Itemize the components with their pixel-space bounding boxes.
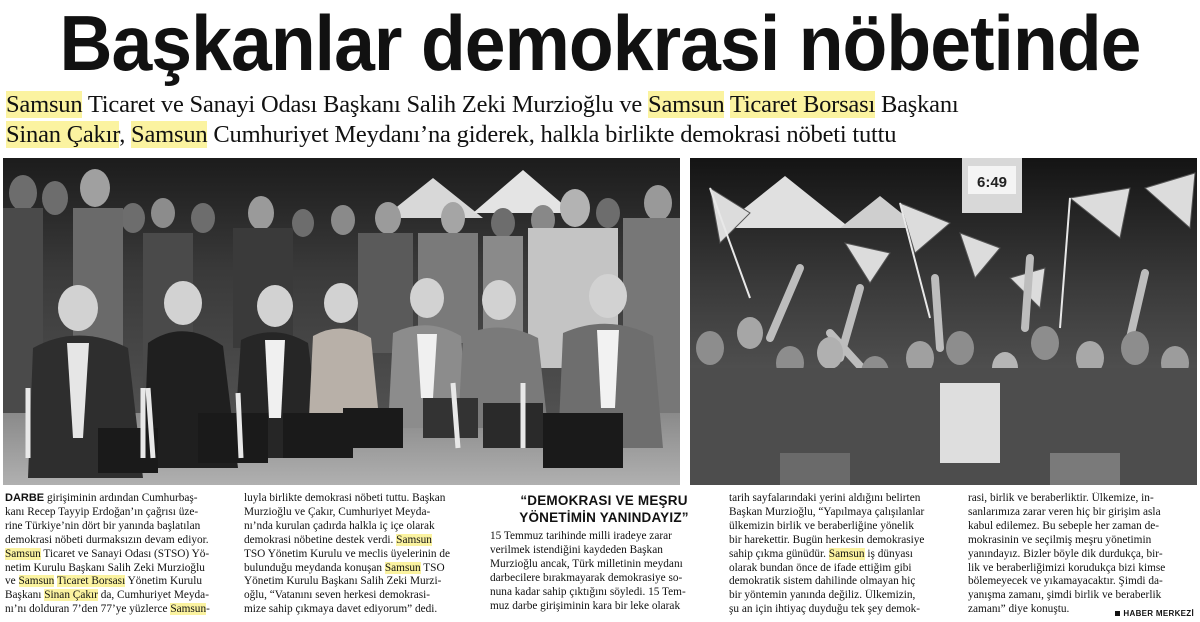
text-line xyxy=(729,506,957,520)
article-column-1 xyxy=(5,492,233,620)
highlighted-text: Samsun xyxy=(396,533,432,546)
text-line xyxy=(968,562,1198,576)
text-line xyxy=(244,506,478,520)
text-run: bölemeyecek ve yıkamayacaktır. Şimdi da- xyxy=(968,575,1163,588)
text-run: şu an için ihtiyaç duyduğu tek şey demok- xyxy=(729,603,921,616)
text-line xyxy=(244,534,478,548)
highlighted-text: Sinan Çakır xyxy=(44,589,98,602)
text-line xyxy=(5,603,233,617)
text-run: Başkanı xyxy=(875,91,959,118)
highlighted-text: Samsun xyxy=(5,547,41,560)
text-line xyxy=(244,603,478,617)
highlighted-text: Samsun xyxy=(131,121,208,148)
text-line xyxy=(490,530,718,544)
text-run: verilmek istendiğini kaydeden Başkan xyxy=(490,543,663,556)
highlighted-text: Samsun xyxy=(18,575,55,588)
photo-crowd-flags xyxy=(690,158,1197,485)
text-run: bir yöntemin yanında değiliz. Ülkemizin, xyxy=(729,589,916,602)
text-run: girişiminin ardından Cumhurbaş- xyxy=(44,492,198,504)
text-run: - xyxy=(206,603,210,616)
text-line xyxy=(968,575,1198,589)
text-line xyxy=(244,520,478,534)
text-run: bulunduğu meydanda konuşan xyxy=(244,561,385,574)
text-line xyxy=(729,575,957,589)
text-run: zamanı” diye konuştu. xyxy=(968,603,1070,616)
text-line xyxy=(5,492,233,506)
square-bullet-icon xyxy=(1115,611,1120,616)
article-column-4 xyxy=(729,492,957,620)
clock-readout: 6:49 xyxy=(976,174,1008,191)
text-run: demokrasi nöbetine destek verdi. xyxy=(244,533,397,546)
text-run: TSO xyxy=(420,561,445,574)
highlighted-text: Sinan Çakır xyxy=(6,121,120,148)
deck-line-2 xyxy=(6,120,1196,150)
text-run: Ticaret ve Sanayi Odası Başkanı Salih Zeki Murzioğlu ve xyxy=(82,91,649,118)
article-column-3-text xyxy=(490,530,718,613)
lead-in-text: DARBE xyxy=(5,492,45,504)
text-run: luyla birlikte demokrasi nöbeti tuttu. Başkan xyxy=(244,492,446,504)
text-run: muz darbe girişiminin kara bir leke olarak xyxy=(490,599,681,612)
text-run: da, Cumhuriyet Meyda- xyxy=(97,589,209,602)
text-line xyxy=(968,506,1198,520)
text-run: darbecilere bırakmayarak demokrasiye so- xyxy=(490,571,683,584)
text-run: , xyxy=(119,121,132,148)
text-run: ülkemizin birlik ve beraberliğine yönelik xyxy=(729,519,915,532)
text-line xyxy=(729,589,957,603)
text-run: sahip çıkma günüdür. xyxy=(729,547,829,560)
article-column-3 xyxy=(490,492,718,620)
text-line xyxy=(968,520,1198,534)
text-run: nı’nı dolduran 7’den 77’ye yüzlerce xyxy=(5,603,171,616)
text-run: nuna kadar sahip çıktığını söyledi. 15 Tem- xyxy=(490,585,686,598)
text-line xyxy=(5,534,233,548)
text-run: demokratik sistem dahilinde olmayan hiç xyxy=(729,575,916,588)
text-run: kabul edilemez. Bu sebeple her zaman de- xyxy=(968,519,1160,532)
text-run: rasi, birlik ve beraberliktir. Ülkemize, in- xyxy=(968,492,1154,504)
text-line xyxy=(244,575,478,589)
text-line xyxy=(729,534,957,548)
text-line xyxy=(968,492,1198,506)
text-line xyxy=(490,558,718,572)
text-run: Cumhuriyet Meydanı’na giderek, halkla birlikte demokrasi nöbeti tuttu xyxy=(207,121,897,148)
article-column-2 xyxy=(244,492,478,620)
text-line xyxy=(244,589,478,603)
text-run: oğlu, “Vatanını seven herkesi demokrasi- xyxy=(244,589,431,602)
agency-credit-label: HABER MERKEZİ xyxy=(1123,609,1194,618)
text-line xyxy=(968,548,1198,562)
text-line xyxy=(490,544,718,558)
highlighted-text: Ticaret Borsası xyxy=(729,91,876,118)
text-run: tarih sayfalarındaki yerini aldığını belirten xyxy=(729,492,921,504)
agency-credit xyxy=(1115,609,1194,618)
text-run: Yönetim Kurulu xyxy=(125,575,202,588)
text-run: Yönetim Kurulu Başkanı Salih Zeki Murzi- xyxy=(244,575,442,588)
highlighted-text: Samsun xyxy=(6,91,83,118)
text-run: bir harekettir. Bugün herkesin demokrasiye xyxy=(729,533,925,546)
text-run: mokrasinin ve seçilmiş meşru yönetimin xyxy=(968,533,1152,546)
text-run: sanlarımıza zarar veren hiç bir girişim asla xyxy=(968,505,1161,518)
text-run: iş dünyası xyxy=(864,547,913,560)
article-column-5 xyxy=(968,492,1198,620)
text-line xyxy=(490,572,718,586)
text-run: netim Kurulu Başkanı Salih Zeki Murzioğlu xyxy=(5,561,205,574)
text-run: Başkanı xyxy=(5,589,45,602)
text-line xyxy=(5,589,233,603)
text-run: ve xyxy=(5,575,19,588)
text-line xyxy=(244,492,478,506)
text-line xyxy=(244,562,478,576)
highlighted-text: Samsun xyxy=(828,547,865,560)
text-run: demokrasi nöbeti durmaksızın devam ediyor. xyxy=(5,533,209,546)
highlighted-text: Ticaret Borsası xyxy=(56,575,126,588)
text-run: Ticaret ve Sanayi Odası (STSO) Yö- xyxy=(40,547,210,560)
text-run: nı’nda kurulan çadırda halkla iç içe olarak xyxy=(244,519,435,532)
text-line xyxy=(729,603,957,617)
text-run: lik ve beraberliğimizi korudukça bizi kimse xyxy=(968,561,1166,574)
text-line xyxy=(5,520,233,534)
text-line xyxy=(244,548,478,562)
text-run: TSO Yönetim Kurulu ve meclis üyelerinin de xyxy=(244,547,451,560)
text-run: olarak bundan önce de ifade ettiğim gibi xyxy=(729,561,912,574)
text-run: yanındayız. Bizler böyle dik durdukça, bir- xyxy=(968,547,1163,560)
text-line xyxy=(5,575,233,589)
photo-officials-seated xyxy=(3,158,680,485)
deck xyxy=(6,90,1196,150)
subheading-line-1: “DEMOKRASI VE MEŞRU xyxy=(520,493,688,508)
highlighted-text: Samsun xyxy=(648,91,725,118)
text-line xyxy=(729,520,957,534)
text-line xyxy=(5,562,233,576)
text-run: rine Türkiye’nin dört bir yanında başlatılan xyxy=(5,519,201,532)
deck-line-1 xyxy=(6,90,1196,120)
headline: Başkanlar demokrasi nöbetinde xyxy=(59,0,1141,87)
text-line xyxy=(968,534,1198,548)
text-run: yanışma zamanı, şimdi birlik ve beraberlik xyxy=(968,589,1162,602)
text-line xyxy=(729,548,957,562)
text-run: Murzioğlu ve Çakır, Cumhuriyet Meyda- xyxy=(244,505,431,518)
text-run: mize sahip çıkmaya davet ediyorum” dedi. xyxy=(244,603,438,616)
text-line xyxy=(490,600,718,614)
text-line xyxy=(729,562,957,576)
text-run: Başkan Murzioğlu, “Yapılmaya çalışılanlar xyxy=(729,505,925,518)
highlighted-text: Samsun xyxy=(170,603,207,616)
text-run: kanı Recep Tayyip Erdoğan’ın çağrısı üze- xyxy=(5,505,199,518)
text-run: 15 Temmuz tarihinde milli iradeye zarar xyxy=(490,530,672,542)
text-run: Murzioğlu ancak, Türk milletinin meydanı xyxy=(490,557,683,570)
text-line xyxy=(490,586,718,600)
text-line xyxy=(5,548,233,562)
text-line xyxy=(729,492,957,506)
text-line xyxy=(968,589,1198,603)
text-line xyxy=(5,506,233,520)
subheading-line-2: YÖNETİMİN YANINDAYIZ” xyxy=(519,510,689,525)
highlighted-text: Samsun xyxy=(384,561,421,574)
subheading xyxy=(490,492,718,526)
